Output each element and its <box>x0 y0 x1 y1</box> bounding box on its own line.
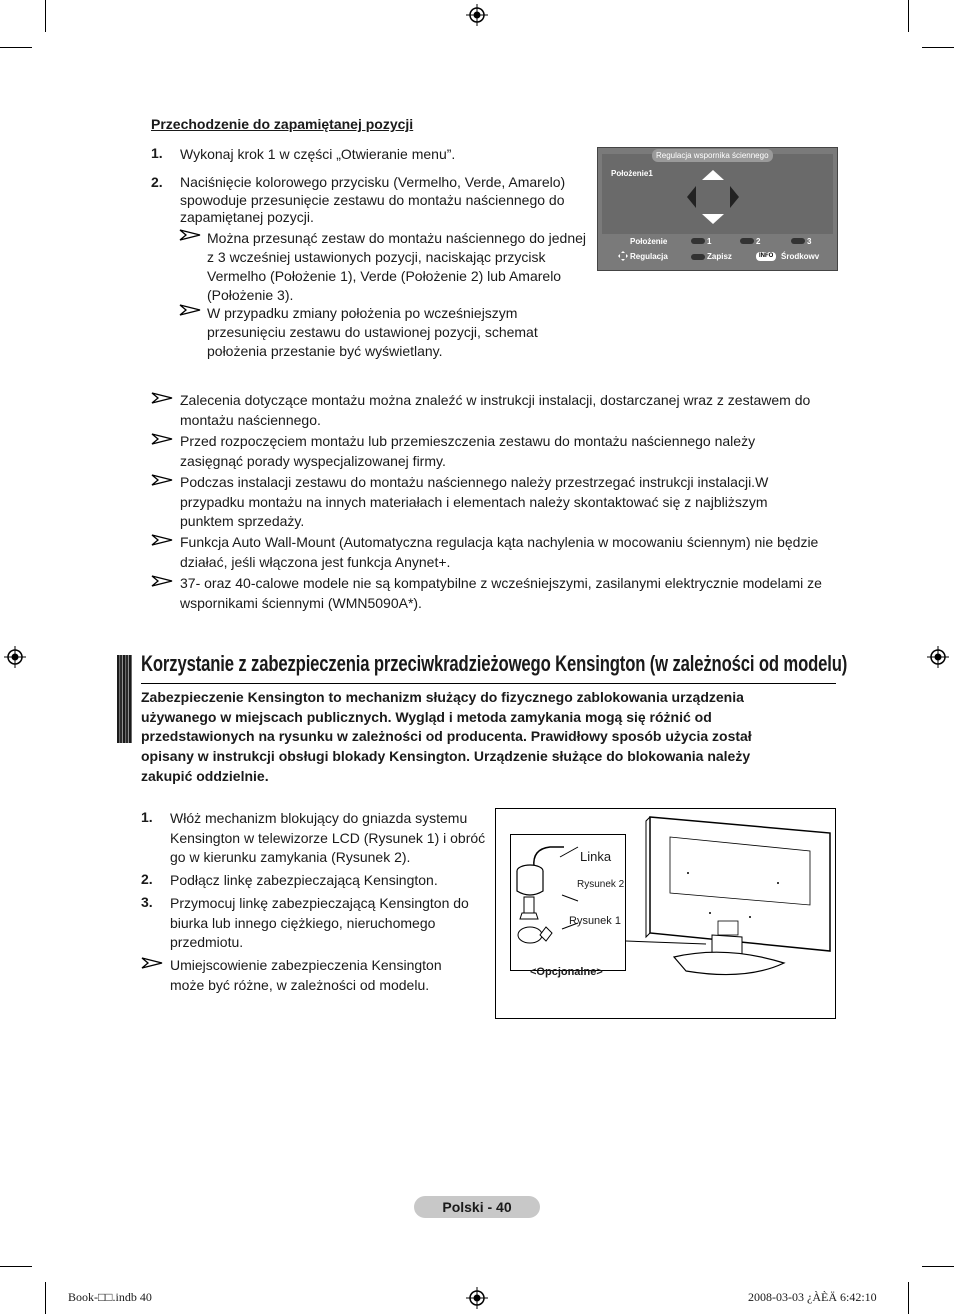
crop-mark <box>908 0 909 32</box>
note-arrow-icon <box>151 575 173 587</box>
direction-arrows-icon <box>684 168 742 226</box>
footer-timestamp: 2008-03-03 ¿ÀÈÄ 6:42:10 <box>748 1290 877 1304</box>
note-text: Podczas instalacji zestawu do montażu naściennego należy przestrzegać instrukcji instalacji.W przypadku montażu na innych materiałach i elementach należy skontaktować się z najbliższym punktem sprzedaży. <box>180 474 769 529</box>
osd-title: Regulacja wspornika ściennego <box>652 149 773 162</box>
osd-position-label: Położenie1 <box>611 169 653 178</box>
yellow-button-icon <box>791 238 805 244</box>
step-number: 3. <box>141 894 153 910</box>
note-text: Przed rozpoczęciem montażu lub przemieszczenia zestawu do montażu naściennego należy zasięgnąć porady wyspecjalizowanej firmy. <box>180 433 756 469</box>
note-arrow-icon <box>141 957 163 969</box>
crop-mark <box>45 1282 46 1314</box>
note-arrow-icon <box>151 433 173 445</box>
crop-mark <box>908 1282 909 1314</box>
step-number: 1. <box>151 145 163 161</box>
section-heading: Przechodzenie do zapamiętanej pozycji <box>151 116 414 132</box>
title-underline <box>141 683 836 684</box>
figure-1-label: Rysunek 1 <box>569 915 621 927</box>
osd-save-label: Zapisz <box>707 252 732 261</box>
tv-rear-illustration <box>626 813 834 981</box>
section-intro: Zabezpieczenie Kensington to mechanizm służący do fizycznego zablokowania urządzenia używanego w miejscach publicznych. Wygląd i metoda zamykania mogą się różnić od przedstawionych na rysunku w zależności od producenta. Prawidłowy sposób użycia został opisany w instrukcji obsługi blokady Kensington. Urządzenie służące do blokowania należy zakupić oddzielnie. <box>141 689 752 784</box>
step-number: 2. <box>151 174 163 190</box>
note-text: W przypadku zmiany położenia po wcześniejszym przesunięciu zestawu do ustawionej pozycji, schemat położenia przestanie być wyświetlany. <box>207 305 538 359</box>
registration-mark-icon <box>466 1287 488 1309</box>
osd-position-1: 1 <box>707 237 712 246</box>
optional-label: <Opcjonalne> <box>530 966 603 978</box>
crop-mark <box>45 0 46 32</box>
green-button-icon <box>740 238 754 244</box>
note-arrow-icon <box>151 534 173 546</box>
osd-center-label: Środkowv <box>781 252 820 261</box>
section-title: Korzystanie z zabezpieczenia przeciwkradzieżowego Kensington (w zależności od modelu) <box>141 651 848 676</box>
registration-mark-icon <box>927 646 949 668</box>
registration-mark-icon <box>466 4 488 26</box>
crop-mark <box>922 1266 954 1267</box>
step-text: Wykonaj krok 1 w części „Otwieranie menu”. <box>180 146 456 162</box>
osd-adjust-label: Regulacja <box>630 252 668 261</box>
note-text: Zalecenia dotyczące montażu można znaleźć w instrukcji instalacji, dostarczanej wraz z zestawem do montażu naściennego. <box>180 392 811 428</box>
osd-wall-mount-screen <box>597 147 838 271</box>
page-number-badge: Polski - 40 <box>414 1196 540 1218</box>
step-text: Naciśnięcie kolorowego przycisku (Vermelho, Verde, Amarelo) spowoduje przesunięcie zestawu do montażu naściennego do zapamiętanej pozycji. <box>180 174 566 225</box>
note-arrow-icon <box>151 392 173 404</box>
step-number: 2. <box>141 871 153 887</box>
crop-mark <box>0 1266 32 1267</box>
red-button-icon <box>691 238 705 244</box>
info-button-icon: INFO <box>756 252 776 261</box>
osd-row-position-label: Położenie <box>630 237 668 246</box>
note-arrow-icon <box>179 229 201 241</box>
step-number: 1. <box>141 809 153 825</box>
note-text: Funkcja Auto Wall-Mount (Automatyczna regulacja kąta nachylenia w mocowaniu ściennym) nie będzie działać, jeśli włączona jest funkcja Anynet+. <box>180 534 819 570</box>
footer-file-info: Book-□□.indb 40 <box>68 1290 152 1304</box>
step-text: Włóż mechanizm blokujący do gniazda systemu Kensington w telewizorze LCD (Rysunek 1) i obróć go w kierunku zamykania (Rysunek 2). <box>170 810 486 866</box>
note-arrow-icon <box>151 474 173 486</box>
save-button-icon <box>691 254 705 260</box>
note-text: Umiejscowienie zabezpieczenia Kensington może być różne, w zależności od modelu. <box>170 957 442 993</box>
crop-mark <box>922 47 954 48</box>
step-text: Podłącz linkę zabezpieczającą Kensington. <box>170 872 438 888</box>
note-arrow-icon <box>179 304 201 316</box>
note-text: Można przesunąć zestaw do montażu naściennego do jednej z 3 wcześniej ustawionych pozycji, naciskając przycisk Vermelho (Położenie 1), Verde (Położenie 2) lub Amarelo (Położenie 3). <box>207 230 587 303</box>
step-text: Przymocuj linkę zabezpieczającą Kensington do biurka lub innego ciężkiego, nieruchomego przedmiotu. <box>170 895 469 951</box>
figure-2-label: Rysunek 2 <box>577 879 625 890</box>
section-side-bar <box>117 655 132 743</box>
move-arrows-icon <box>618 251 628 261</box>
note-text: 37- oraz 40-calowe modele nie są kompatybilne z wcześniejszymi, zasilanymi elektrycznie modelami ze wspornikami ściennymi (WMN5090A*). <box>180 575 822 611</box>
osd-position-2: 2 <box>756 237 761 246</box>
kensington-figure <box>495 808 836 1019</box>
osd-position-3: 3 <box>807 237 812 246</box>
crop-mark <box>0 47 32 48</box>
registration-mark-icon <box>4 646 26 668</box>
cable-label: Linka <box>580 849 612 864</box>
